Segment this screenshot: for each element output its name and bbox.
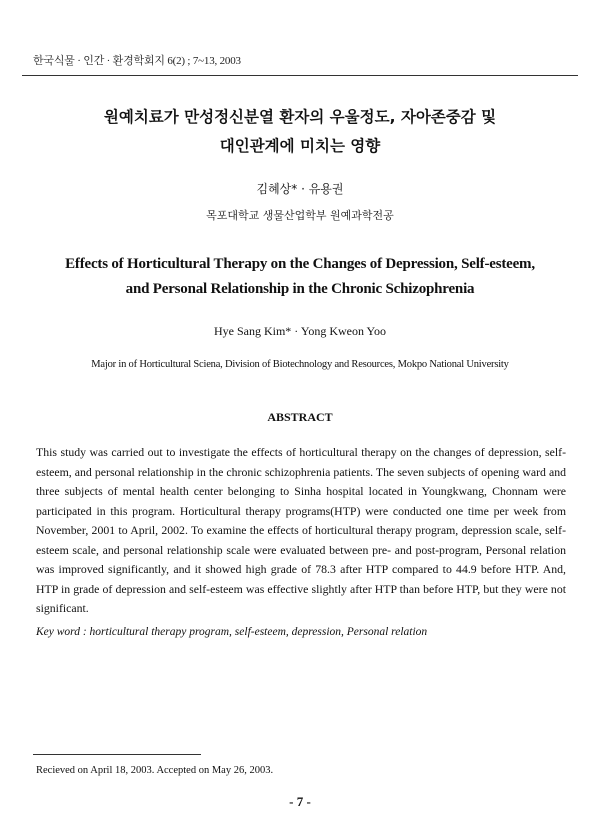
english-authors: Hye Sang Kim* · Yong Kweon Yoo xyxy=(213,324,387,338)
footnote: Recieved on April 18, 2003. Accepted on May 26, 2003. xyxy=(36,765,274,776)
korean-title-line-2: 대인관계에 미치는 영향 xyxy=(219,137,381,155)
footnote-rule xyxy=(33,754,201,755)
english-title xyxy=(0,252,600,302)
journal-header: 한국식물 · 인간 · 환경학회지 6(2) ; 7~13, 2003 xyxy=(33,55,241,67)
korean-affiliation: 목포대학교 생물산업학부 원예과학전공 xyxy=(206,209,394,222)
page-number: - 7 - xyxy=(289,794,311,809)
korean-title xyxy=(0,103,600,161)
abstract-body xyxy=(36,443,566,619)
english-title-line-2: and Personal Relationship in the Chronic Schizophrenia xyxy=(125,281,475,297)
header-rule xyxy=(22,75,578,76)
abstract-heading: ABSTRACT xyxy=(267,410,333,424)
english-affiliation: Major in of Horticultural Sciena, Division of Biotechnology and Resources, Mokpo National University xyxy=(91,359,509,370)
korean-title-line-1: 원예치료가 만성정신분열 환자의 우울정도, 자아존중감 및 xyxy=(103,108,497,126)
english-title-line-1: Effects of Horticultural Therapy on the Changes of Depression, Self-esteem, xyxy=(65,256,535,272)
abstract-paragraph: This study was carried out to investigate the effects of horticultural therapy on the changes of depression, self-esteem, and personal relationship in the chronic schizophrenia patients. The seven subjects of opening ward and three subjects of mental health center belonging to Sinha hospital located in Youngkwang, Chonnam were participated in this program. Horticultural therapy programs(HTP) were conducted one time per week from November, 2001 to April, 2002. To examine the effects of horticultural therapy program, depression scale, self-esteem scale, and personal relationship scale were evaluated between pre- and post-program, Personal relation was improved significantly, and it showed high grade of 78.3 after HTP compared to 44.9 before HTP. And, HTP in grade of depression and self-esteem was effective slightly after HTP than before HTP, but they were not significant. xyxy=(36,445,566,615)
korean-authors: 김혜상* · 유용권 xyxy=(256,182,344,196)
keywords: Key word : horticultural therapy program, self-esteem, depression, Personal relation xyxy=(36,626,428,638)
